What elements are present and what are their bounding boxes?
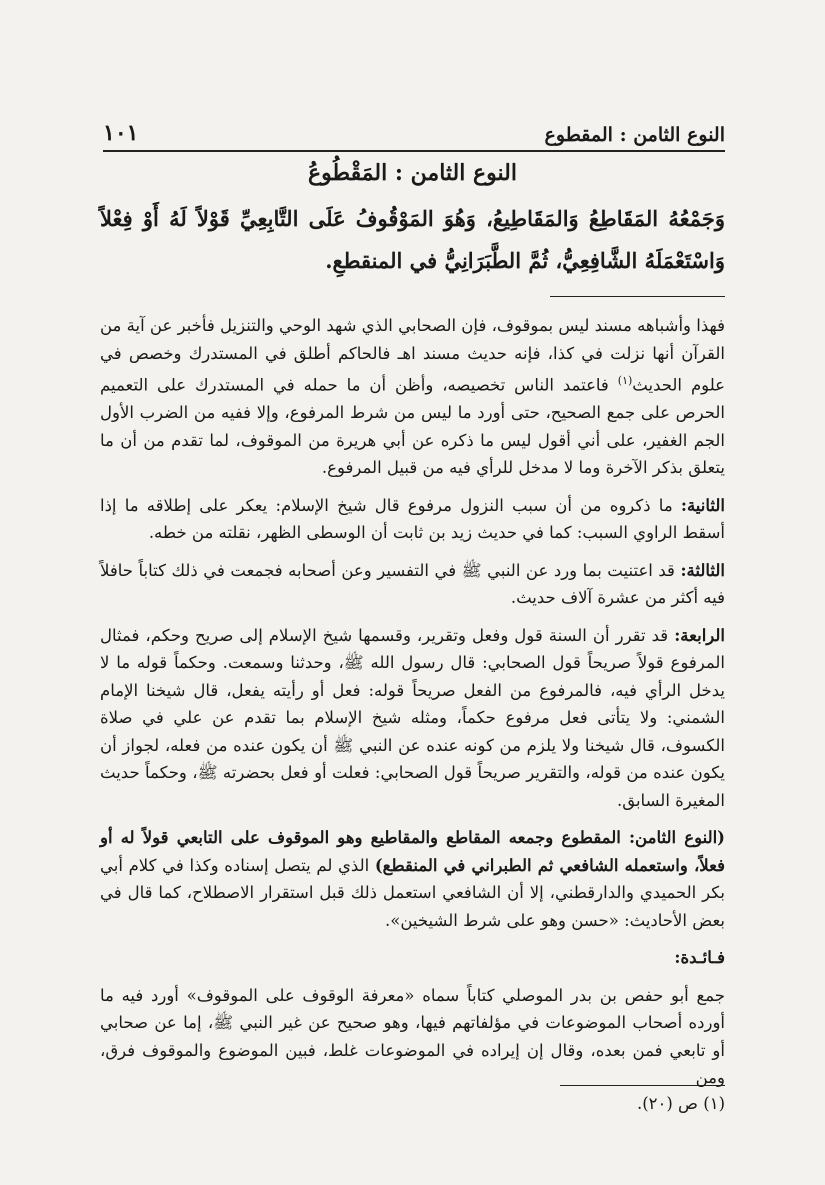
separator-rule — [550, 296, 725, 297]
commentary-paragraph-1 — [100, 312, 725, 482]
commentary-paragraph-6 — [100, 982, 725, 1092]
running-header — [103, 112, 725, 152]
chapter-title: النوع الثامن : المَقْطُوعُ — [308, 160, 517, 186]
page-number: ١٠١ — [103, 120, 139, 146]
matn-text: وَجَمْعُهُ المَقَاطِعُ وَالمَقَاطِيعُ، وَهُوَ المَوْقُوفُ عَلَى التَّابِعِيِّ قَوْلاً لَهُ أَوْ فِعْلاً وَاسْتَعْمَلَهُ الشَّافِعِيُّ، ثُمَّ الطَّبَرَانِيُّ في المنقطعِ. — [100, 206, 725, 273]
paragraph-lead: الرابعة: — [674, 625, 725, 645]
paragraph-lead: الثالثة: — [680, 560, 725, 580]
paragraph-text: جمع أبو حفص بن بدر الموصلي كتاباً سماه «معرفة الوقوف على الموقوف» أورد فيه ما أورده أصحاب الموضوعات في مؤلفاتهم فيها، وهو صحيح عن غير النبي ﷺ، إما عن صحابي أو تابعي فمن بعده، وقال إن إيراده في الموضوعات غلط، فبين الموضوع والموقوف فرق، ومن — [100, 985, 725, 1087]
paragraph-lead: الثانية: — [680, 495, 725, 515]
footnote-rule — [560, 1085, 725, 1086]
commentary — [100, 312, 725, 1102]
running-title: النوع الثامن : المقطوع — [544, 124, 725, 146]
faida-heading: فـائـدة: — [674, 948, 725, 967]
paragraph-text: قد اعتنيت بما ورد عن النبي ﷺ في التفسير وعن أصحابه فجمعت في ذلك كتاباً حافلاً فيه أكثر من عشرة آلاف حديث. — [100, 560, 725, 607]
footnote-marker[interactable]: (١) — [617, 374, 633, 387]
paragraph-text: فهذا وأشباهه مسند ليس بموقوف، فإن الصحابي الذي شهد الوحي والتنزيل فأخبر عن آية من القرآن أنها نزلت في كذا، فإنه حديث مسند اهـ فالحاكم أطلق في المستدرك وخصص في علوم الحديث — [100, 316, 726, 395]
paragraph-text: فاعتمد الناس تخصيصه، وأظن أن ما حمله في المستدرك على التعميم الحرص على جمع الصحيح، حتى أورد ما ليس من شرط المرفوع، وإلا ففيه من الضرب الأول الجم الغفير، على أني أقول ليس ما ذكره عن أبي هريرة من الموقوف، لما تقدم من أن ما يتعلق بذكر الآخرة وما لا مدخل للرأي فيه من قبيل المرفوع. — [100, 375, 725, 477]
commentary-paragraph-5 — [100, 824, 725, 934]
paragraph-text: ما ذكروه من أن سبب النزول مرفوع قال شيخ الإسلام: يعكر على إطلاقه ما إذا أسقط الراوي السبب: كما في حديث زيد بن ثابت أن الوسطى الظهر، نقلته من خطه. — [100, 495, 725, 542]
paragraph-text: قد تقرر أن السنة قول وفعل وتقرير، وقسمها شيخ الإسلام إلى صريح وحكم، فمثال المرفوع قولاً صريحاً قول الصحابي: قال رسول الله ﷺ، وحدثنا وسمعت. وحكماً قوله ما لا يدخل الرأي فيه، فالمرفوع من الفعل صريحاً قوله: فعل أو رأيته يفعل، قال شيخنا الإمام الشمني: ولا يتأتى فعل مرفوع حكماً، ومثله شيخ الإسلام بما تقدم عن علي في صلاة الكسوف، قال شيخنا ولا يلزم من كونه عنده عن النبي ﷺ أن يكون عنده من فعله، لجواز أن يكون عنده من قوله، والتقرير صريحاً قول الصحابي: فعلت أو فعل بحضرته ﷺ، وحكماً حديث المغيرة السابق. — [100, 625, 725, 810]
quoted-matn: (النوع الثامن: المقطوع وجمعه المقاطع والمقاطيع وهو الموقوف على التابعي قولاً له أو فعلاً، واستعمله الشافعي ثم الطبراني في المنقطع) — [100, 828, 725, 875]
footnote: (١) ص (٢٠). — [636, 1094, 725, 1113]
commentary-paragraph-2 — [100, 492, 725, 547]
commentary-paragraph-4 — [100, 622, 725, 815]
paragraph-text: الذي لم يتصل إسناده وكذا في كلام أبي بكر الحميدي والدارقطني، إلا أن الشافعي استعمل ذلك قبل استقرار الاصطلاح، كما قال في بعض الأحاديث: «حسن وهو على شرط الشيخين». — [100, 855, 725, 930]
commentary-paragraph-3 — [100, 557, 725, 612]
